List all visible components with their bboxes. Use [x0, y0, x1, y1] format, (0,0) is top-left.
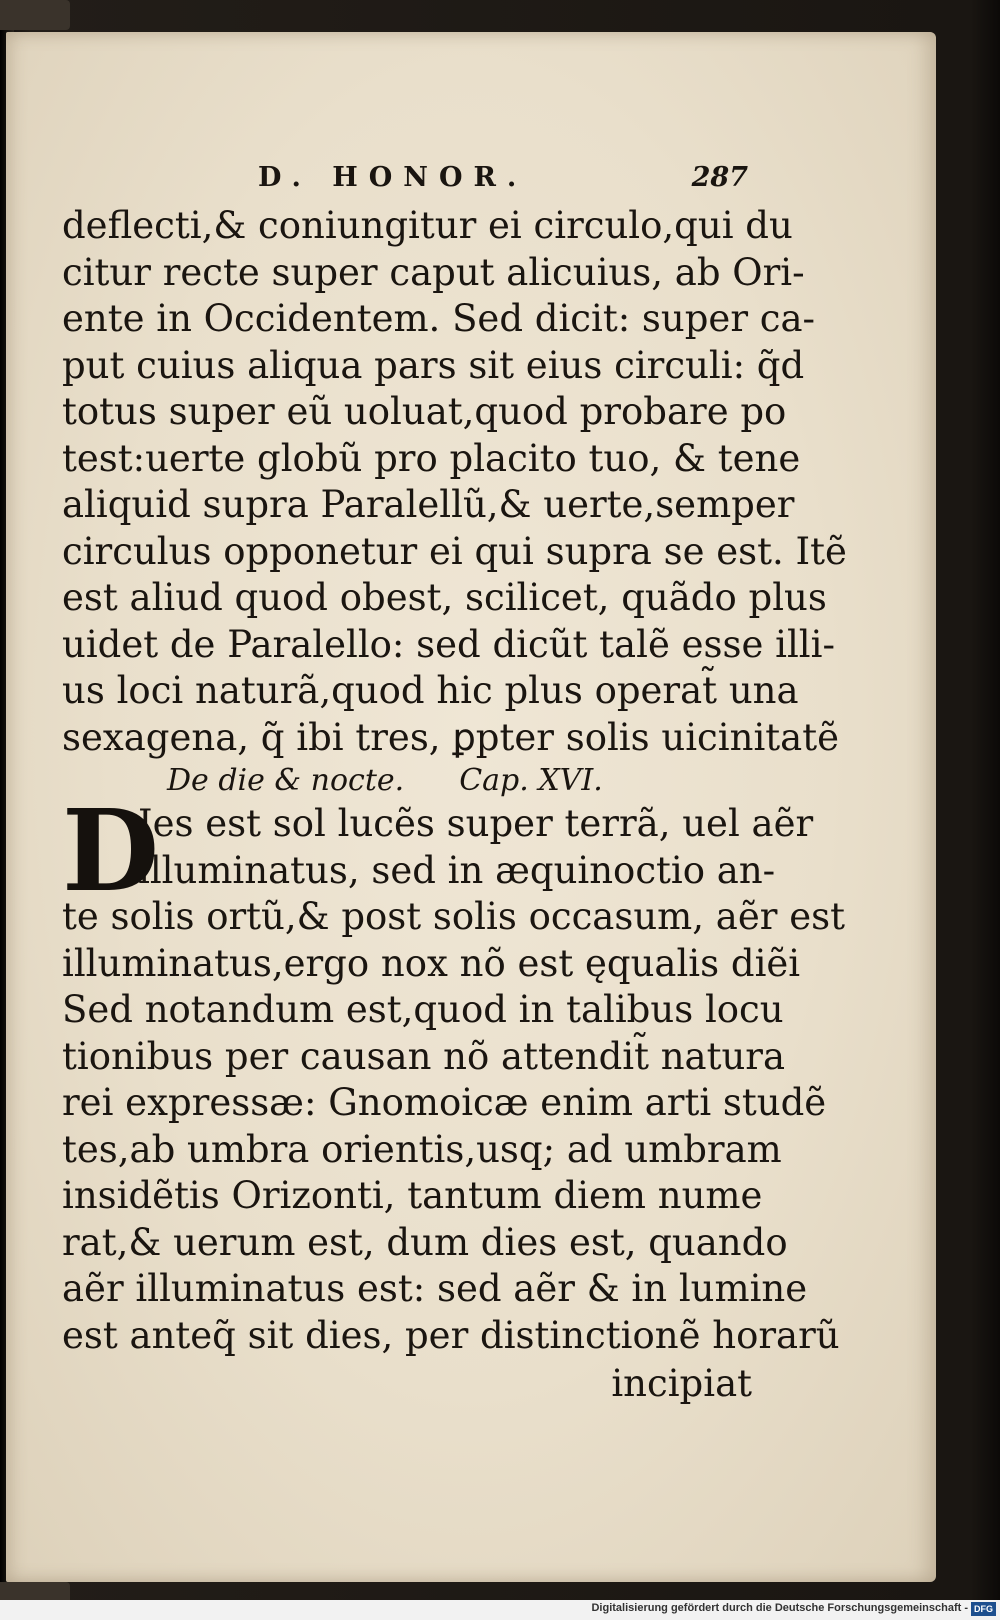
text-line: us loci naturã,quod hic plus operat̃ una	[62, 669, 799, 712]
text-line: totus super eũ uoluat,quod probare po	[62, 390, 787, 433]
text-line: tionibus per causan nõ attendit̃ natura	[62, 1034, 786, 1078]
drop-cap-initial: D	[62, 786, 160, 917]
text-line: insidẽtis Orizonti, tantum diem nume	[62, 1174, 763, 1217]
chapter-heading	[62, 761, 752, 801]
text-line: test:uerte globũ pro placito tuo, & tene	[62, 436, 801, 480]
text-line: illuminatus,ergo nox nõ est ęqualis diẽi	[62, 941, 801, 985]
text-line: illuminatus, sed in æquinoctio an-	[138, 848, 776, 892]
text-line: aliquid supra Paralellũ,& uerte,semper	[62, 483, 795, 526]
chapter-title: De die & nocte.	[167, 763, 405, 798]
text-line: rei expressæ: Gnomoicæ enim arti studẽ	[62, 1081, 827, 1124]
text-block	[62, 203, 847, 1408]
dfg-logo: DFG	[971, 1602, 996, 1616]
text-line: Ies est sol lucẽs super terrã, uel aẽr	[138, 802, 814, 845]
page-number: 287	[691, 162, 748, 193]
text-line: te solis ortũ,& post solis occasum, aẽr est	[62, 895, 845, 938]
text-line: circulus opponetur ei qui supra se est. Itẽ	[62, 529, 847, 573]
text-line: est aliud quod obest, scilicet, quãdo plus	[62, 576, 827, 619]
text-line: uidet de Paralello: sed dicũt talẽ esse illi-	[62, 622, 835, 666]
text-line: sexagena, q̃ ibi tres, ꝑpter solis uicinitatẽ	[62, 715, 839, 759]
text-line: ente in Occidentem. Sed dicit: super ca-	[62, 297, 816, 340]
page-header	[258, 162, 748, 202]
text-line: put cuius aliqua pars sit eius circuli: q̃d	[62, 343, 805, 387]
digitization-footer	[0, 1600, 1000, 1620]
chapter-number: Cap. XVI.	[459, 763, 603, 798]
text-line: tes,ab umbra orientis,usq; ad umbram	[62, 1127, 782, 1171]
chapter-opening	[62, 786, 814, 917]
text-line: Sed notandum est,quod in talibus locu	[62, 988, 784, 1031]
book-clasp-top	[0, 0, 70, 30]
text-line: deflecti,& coniungitur ei circulo,qui du	[62, 204, 793, 247]
text-line: rat,& uerum est, dum dies est, quando	[62, 1220, 788, 1264]
text-line: citur recte super caput alicuius, ab Ori-	[62, 250, 805, 294]
catchword: incipiat	[611, 1362, 752, 1405]
text-line: est anteq̃ sit dies, per distinctionẽ horarũ	[62, 1313, 840, 1357]
funding-credit: Digitalisierung gefördert durch die Deutsche Forschungsgemeinschaft -	[591, 1602, 968, 1614]
running-title: D. HONOR.	[258, 162, 528, 193]
text-line: aẽr illuminatus est: sed aẽr & in lumine	[62, 1267, 808, 1310]
